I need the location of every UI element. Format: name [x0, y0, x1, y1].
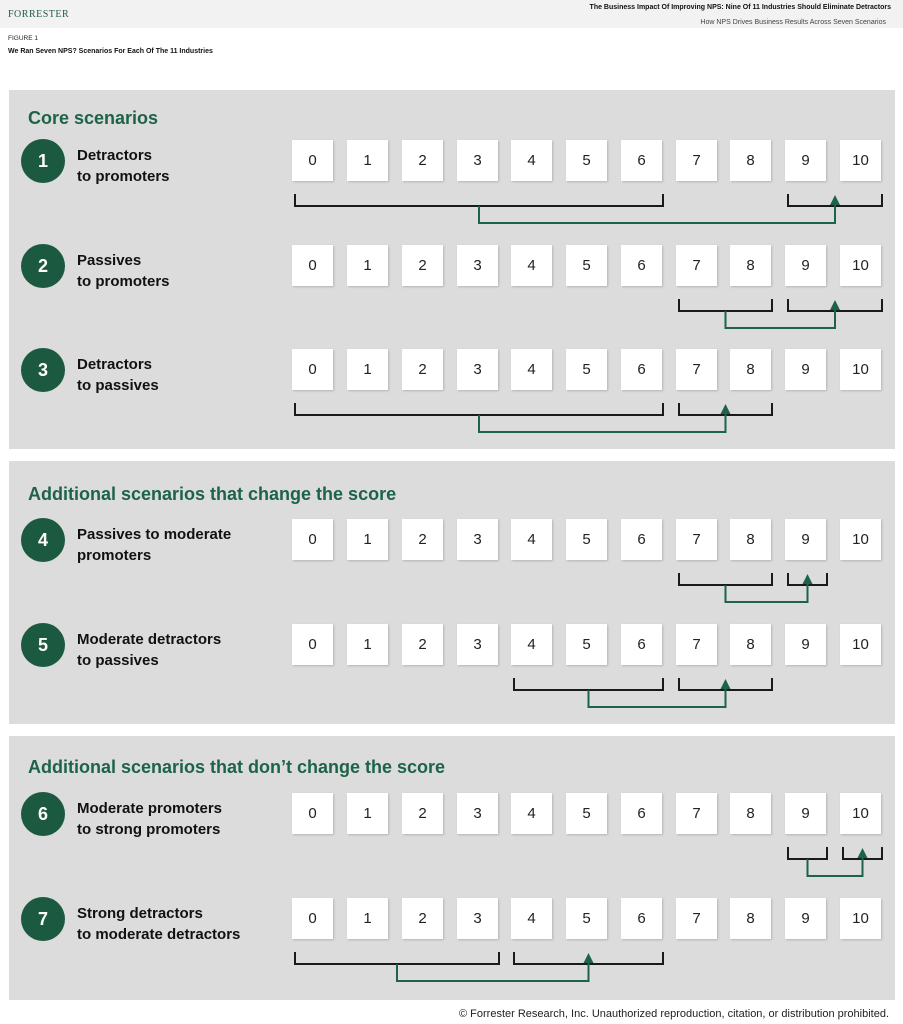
score-box: 5 [566, 519, 607, 560]
forrester-logo: FORRESTER [8, 9, 70, 20]
score-box: 4 [511, 140, 552, 181]
scenario-label: Detractors to promoters [77, 147, 170, 185]
document-subtitle: How NPS Drives Business Results Across Seven Scenarios [700, 19, 886, 26]
score-box: 4 [511, 898, 552, 939]
score-box: 6 [621, 793, 662, 834]
score-box: 5 [566, 624, 607, 665]
score-box: 0 [292, 793, 333, 834]
score-box: 3 [457, 245, 498, 286]
panel-heading: Core scenarios [28, 108, 159, 128]
panel-heading: Additional scenarios that don’t change the score [28, 757, 446, 777]
scenario-number-badge: 5 [21, 623, 65, 667]
score-box: 2 [402, 624, 443, 665]
score-box: 3 [457, 519, 498, 560]
score-box: 0 [292, 245, 333, 286]
score-box: 5 [566, 245, 607, 286]
score-box: 9 [785, 793, 826, 834]
score-box: 2 [402, 140, 443, 181]
score-box: 1 [347, 793, 388, 834]
score-box: 9 [785, 140, 826, 181]
score-box: 10 [840, 624, 881, 665]
score-box: 9 [785, 898, 826, 939]
score-box: 7 [676, 793, 717, 834]
figure-label: FIGURE 1 [8, 35, 38, 42]
score-box: 4 [511, 793, 552, 834]
score-box: 6 [621, 898, 662, 939]
scenario-label: Passives to moderate promoters [77, 526, 232, 564]
scenario-number-badge: 6 [21, 792, 65, 836]
score-box: 6 [621, 519, 662, 560]
score-box: 1 [347, 245, 388, 286]
panel-heading: Additional scenarios that change the score [28, 484, 397, 504]
score-box: 1 [347, 519, 388, 560]
score-box: 3 [457, 793, 498, 834]
scenario-number-badge: 1 [21, 139, 65, 183]
score-box: 5 [566, 793, 607, 834]
score-box: 4 [511, 349, 552, 390]
header-bar [0, 0, 903, 28]
score-box: 10 [840, 349, 881, 390]
score-box: 5 [566, 898, 607, 939]
score-box: 3 [457, 624, 498, 665]
scenario-label: Moderate promoters to strong promoters [77, 800, 223, 838]
score-box: 3 [457, 140, 498, 181]
score-box: 6 [621, 349, 662, 390]
score-box: 2 [402, 349, 443, 390]
scenario-number-badge: 7 [21, 897, 65, 941]
score-box: 6 [621, 245, 662, 286]
score-box: 8 [730, 245, 771, 286]
score-box: 7 [676, 349, 717, 390]
copyright-footer: © Forrester Research, Inc. Unauthorized reproduction, citation, or distribution prohibited. [459, 1008, 889, 1020]
score-box: 5 [566, 140, 607, 181]
score-box: 8 [730, 793, 771, 834]
score-box: 0 [292, 140, 333, 181]
score-box: 7 [676, 624, 717, 665]
score-box: 6 [621, 140, 662, 181]
document-title: The Business Impact Of Improving NPS: Nine Of 11 Industries Should Eliminate Detractors [589, 4, 891, 11]
score-box: 8 [730, 140, 771, 181]
score-box: 1 [347, 349, 388, 390]
score-box: 0 [292, 898, 333, 939]
scenario-number-badge: 4 [21, 518, 65, 562]
score-box: 9 [785, 519, 826, 560]
score-box: 3 [457, 898, 498, 939]
score-box: 8 [730, 349, 771, 390]
scenario-number-badge: 2 [21, 244, 65, 288]
score-box: 10 [840, 245, 881, 286]
score-box: 8 [730, 624, 771, 665]
score-box: 3 [457, 349, 498, 390]
score-box: 4 [511, 245, 552, 286]
score-box: 4 [511, 519, 552, 560]
score-box: 10 [840, 140, 881, 181]
score-box: 1 [347, 898, 388, 939]
score-box: 10 [840, 519, 881, 560]
score-box: 7 [676, 519, 717, 560]
score-box: 0 [292, 519, 333, 560]
score-box: 1 [347, 624, 388, 665]
score-box: 7 [676, 245, 717, 286]
score-box: 2 [402, 793, 443, 834]
scenario-label: Strong detractors to moderate detractors [77, 905, 241, 943]
score-box: 10 [840, 898, 881, 939]
score-box: 6 [621, 624, 662, 665]
score-box: 2 [402, 898, 443, 939]
scenario-label: Passives to promoters [77, 252, 170, 290]
score-box: 0 [292, 624, 333, 665]
score-box: 9 [785, 624, 826, 665]
score-box: 2 [402, 519, 443, 560]
score-box: 2 [402, 245, 443, 286]
scenario-number-badge: 3 [21, 348, 65, 392]
score-box: 8 [730, 519, 771, 560]
score-box: 7 [676, 898, 717, 939]
score-box: 1 [347, 140, 388, 181]
scenario-label: Detractors to passives [77, 356, 159, 394]
score-box: 0 [292, 349, 333, 390]
score-box: 10 [840, 793, 881, 834]
scenario-label: Moderate detractors to passives [77, 631, 222, 669]
score-box: 4 [511, 624, 552, 665]
score-box: 7 [676, 140, 717, 181]
score-box: 9 [785, 245, 826, 286]
figure-title: We Ran Seven NPS? Scenarios For Each Of The 11 Industries [8, 48, 213, 55]
score-box: 9 [785, 349, 826, 390]
score-box: 8 [730, 898, 771, 939]
score-box: 5 [566, 349, 607, 390]
